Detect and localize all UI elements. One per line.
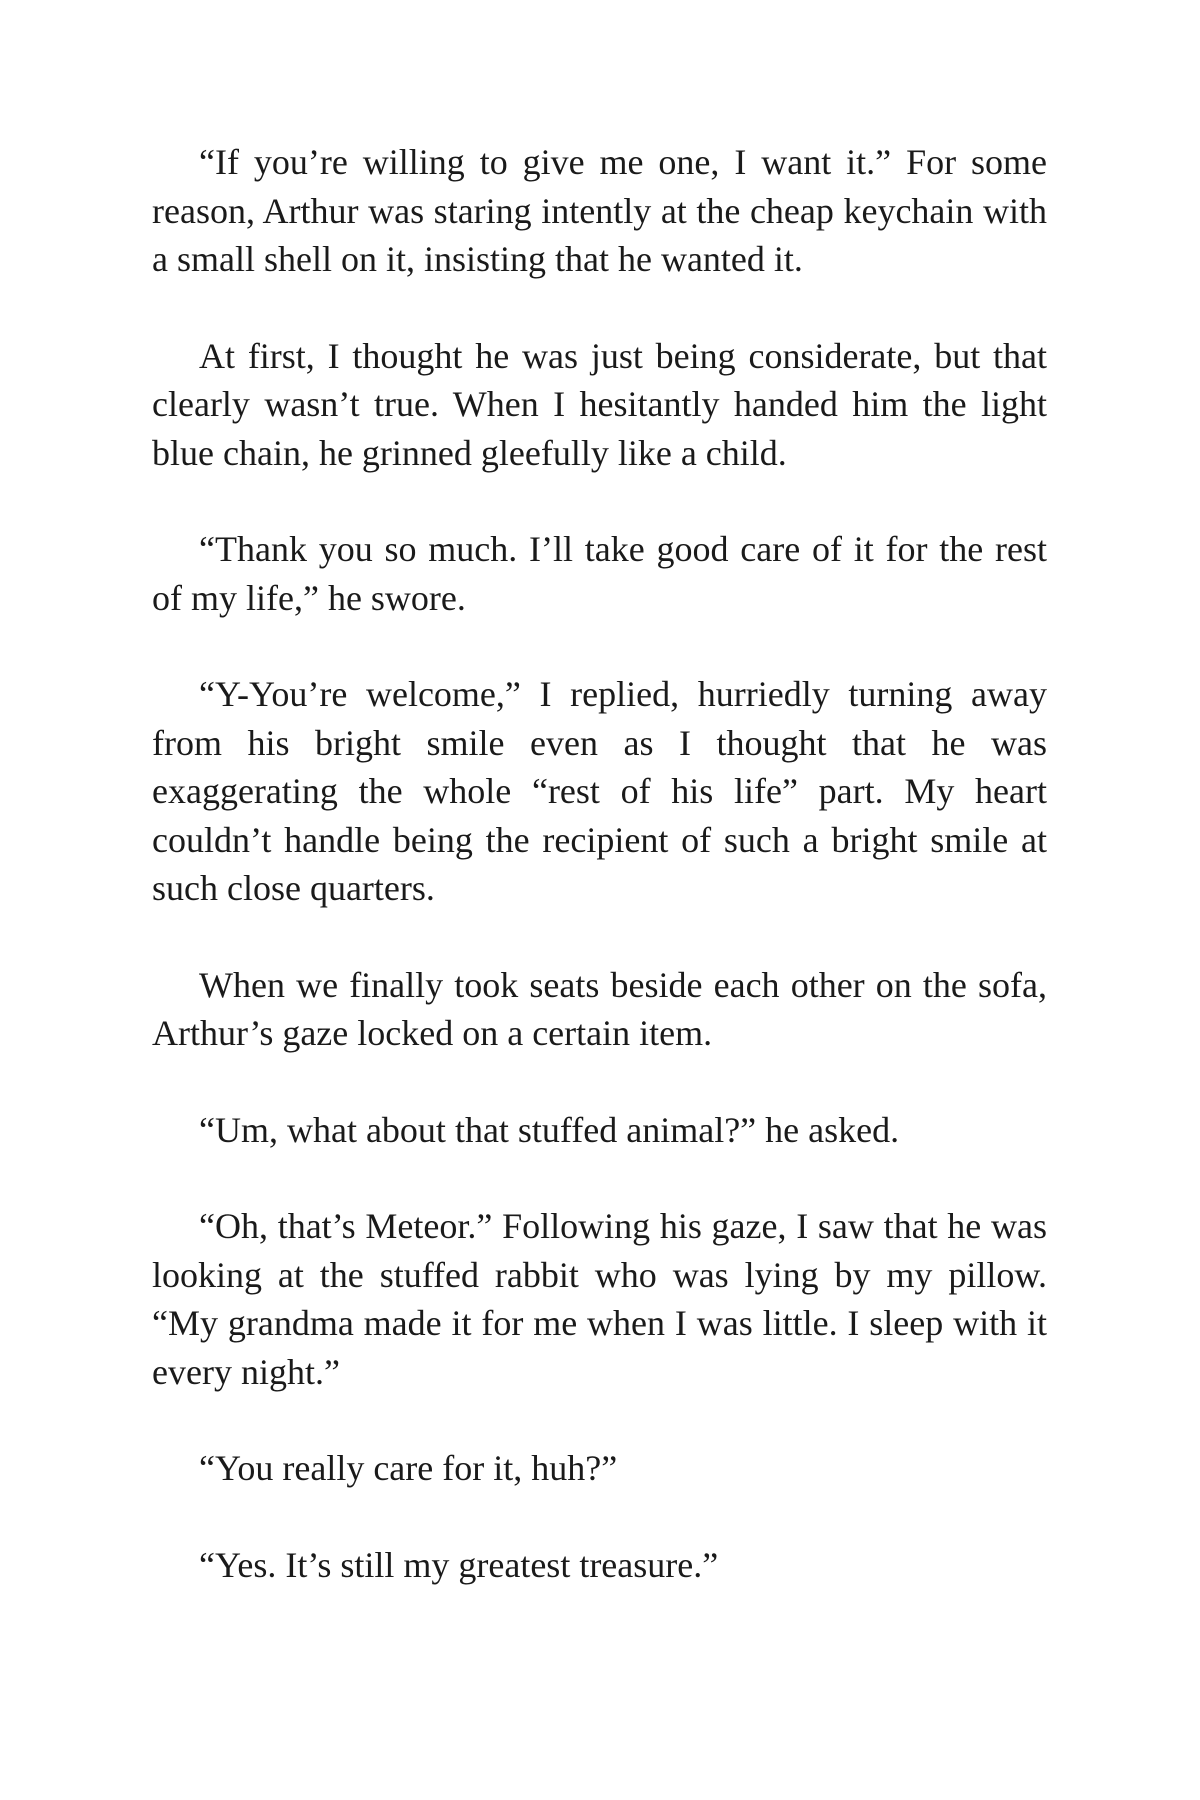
paragraph: “Oh, that’s Meteor.” Following his gaze, I saw that he was looking at the stuffed rabbit who was lying by my pillow. “My grandma made it for me when I was little. I sleep with it every night.” [152, 1206, 1047, 1392]
paragraph: When we finally took seats beside each other on the sofa, Arthur’s gaze locked on a certain item. [152, 964, 1047, 1053]
paragraph: “Y-You’re welcome,” I replied, hurriedly turning away from his bright smile even as I thought that he was exaggerating the whole “rest of his life” part. My heart couldn’t handle being the recipient of such a bright smile at such close quarters. [152, 674, 1047, 908]
paragraph: “Um, what about that stuffed animal?” he asked. [199, 1109, 900, 1150]
page-text [152, 138, 1047, 1637]
paragraph: At first, I thought he was just being considerate, but that clearly wasn’t true. When I hesitantly handed him the light blue chain, he grinned gleefully like a child. [152, 335, 1047, 473]
paragraph: “You really care for it, huh?” [199, 1448, 618, 1488]
paragraph: “If you’re willing to give me one, I want it.” For some reason, Arthur was staring intently at the cheap keychain with a small shell on it, insisting that he wanted it. [152, 142, 1047, 279]
paragraph: “Thank you so much. I’ll take good care of it for the rest of my life,” he swore. [152, 529, 1047, 618]
paragraph: “Yes. It’s still my greatest treasure.” [199, 1544, 719, 1585]
